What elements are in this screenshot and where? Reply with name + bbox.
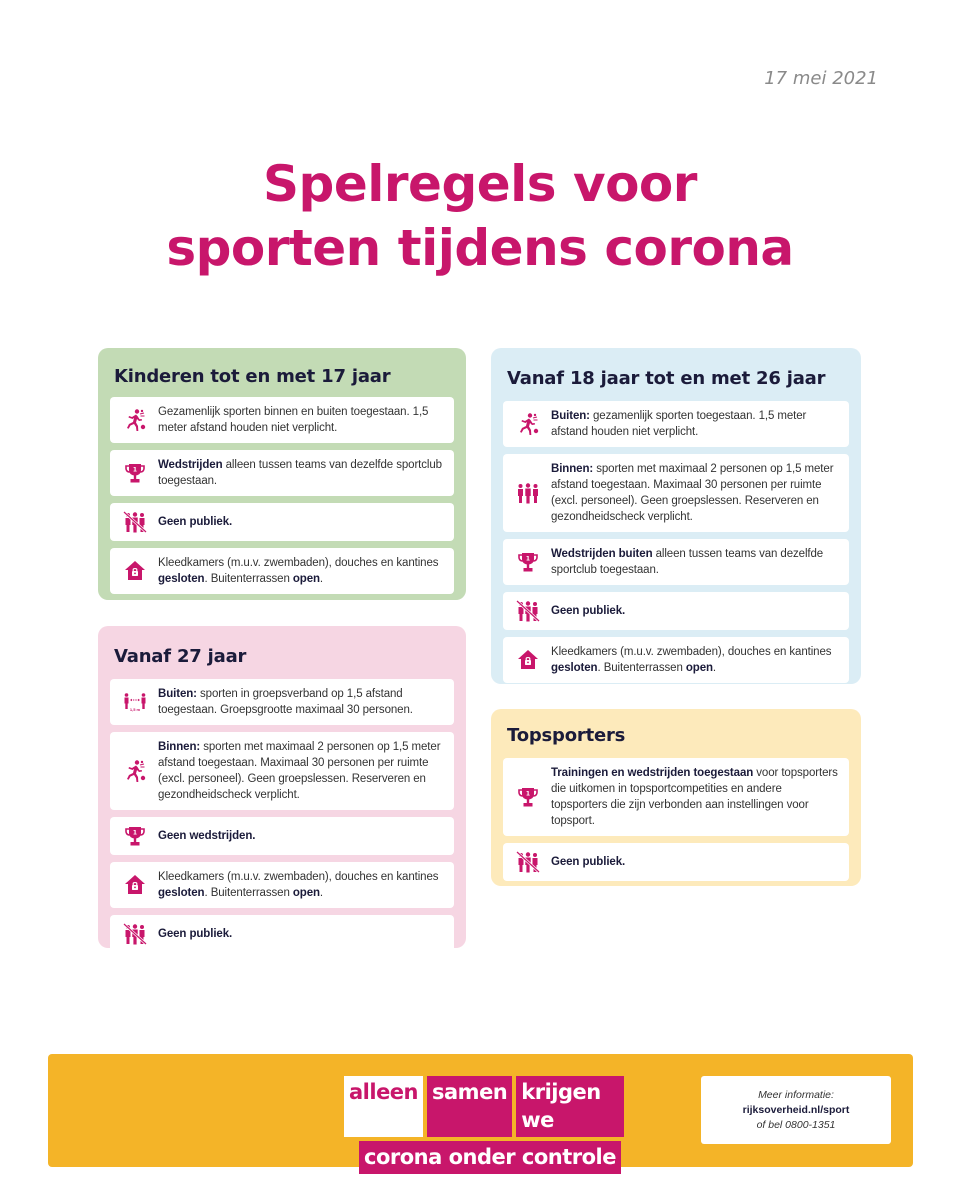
slogan-word: samen — [427, 1076, 512, 1137]
rule-row — [503, 539, 849, 585]
distance-label: 1,5 m — [129, 707, 141, 712]
rule-text: Geen publiek. — [551, 856, 626, 868]
rule-text: Kleedkamers (m.u.v. zwembaden), douches en kantines gesloten. Buitenterrassen open. — [551, 646, 832, 674]
info-phone: of bel 0800-1351 — [756, 1119, 836, 1131]
no-audience-icon — [511, 850, 545, 874]
rule-row — [110, 915, 454, 953]
slogan-line-1 — [344, 1076, 624, 1137]
footer-banner — [48, 1054, 913, 1167]
group-icon — [511, 481, 545, 505]
rule-row — [503, 843, 849, 881]
runner-ball-icon — [118, 759, 152, 783]
rule-row — [110, 503, 454, 541]
distance-icon — [118, 690, 152, 714]
runner-ball-icon — [511, 412, 545, 436]
trophy-icon — [118, 824, 152, 848]
card-volwassenen-heading: Vanaf 27 jaar — [114, 646, 247, 667]
rule-text: Wedstrijden alleen tussen teams van dezelfde sportclub toegestaan. — [158, 459, 442, 487]
no-audience-icon — [511, 599, 545, 623]
rule-text: Geen publiek. — [158, 516, 233, 528]
card-kinderen-heading: Kinderen tot en met 17 jaar — [114, 366, 391, 387]
locked-house-icon — [118, 873, 152, 897]
no-audience-icon — [118, 922, 152, 946]
rule-row — [503, 401, 849, 447]
rule-text: Binnen: sporten met maximaal 2 personen op 1,5 meter afstand toegestaan. Maximaal 30 personen per ruimte (excl. personeel). Geen groepslessen. Reserveren en gezondheidscheck verplicht. — [551, 463, 834, 523]
page-title-line-1: Spelregels voor — [263, 155, 697, 213]
rule-row — [110, 862, 454, 908]
rule-row — [110, 817, 454, 855]
rule-row — [110, 397, 454, 443]
trophy-icon — [511, 785, 545, 809]
card-kinderen — [98, 348, 466, 600]
rule-row — [110, 548, 454, 594]
locked-house-icon — [511, 648, 545, 672]
rule-text: Geen publiek. — [158, 928, 233, 940]
rule-row — [110, 732, 454, 810]
card-topsporters — [491, 709, 861, 886]
runner-ball-icon — [118, 408, 152, 432]
info-link[interactable]: rijksoverheid.nl/sport — [742, 1104, 850, 1116]
card-jongeren — [491, 348, 861, 684]
info-box — [701, 1076, 891, 1144]
rule-text: Kleedkamers (m.u.v. zwembaden), douches en kantines gesloten. Buitenterrassen open. — [158, 871, 439, 899]
slogan-word: alleen — [344, 1076, 423, 1137]
rule-row — [503, 454, 849, 532]
trophy-icon — [118, 461, 152, 485]
locked-house-icon — [118, 559, 152, 583]
card-jongeren-heading: Vanaf 18 jaar tot en met 26 jaar — [507, 368, 826, 389]
rule-text: Buiten: sporten in groepsverband op 1,5 afstand toegestaan. Groepsgrootte maximaal 30 personen. — [158, 688, 413, 716]
rule-text: Geen publiek. — [551, 605, 626, 617]
publication-date: 17 mei 2021 — [764, 68, 878, 89]
rule-row — [110, 450, 454, 496]
card-topsporters-heading: Topsporters — [507, 725, 626, 746]
trophy-icon — [511, 550, 545, 574]
rule-row — [503, 637, 849, 683]
rule-text: Gezamenlijk sporten binnen en buiten toegestaan. 1,5 meter afstand houden niet verplicht. — [158, 406, 429, 434]
rule-text: Buiten: gezamenlijk sporten toegestaan. 1,5 meter afstand houden niet verplicht. — [551, 410, 807, 438]
rule-text: Binnen: sporten met maximaal 2 personen op 1,5 meter afstand toegestaan. Maximaal 30 personen per ruimte (excl. personeel). Geen groepslessen. Reserveren en gezondheidscheck verplicht. — [158, 741, 441, 801]
rule-text: Geen wedstrijden. — [158, 830, 256, 842]
rule-row — [503, 758, 849, 836]
no-audience-icon — [118, 510, 152, 534]
campaign-slogan — [344, 1076, 624, 1178]
slogan-line-2 — [356, 1141, 624, 1174]
rule-row — [110, 679, 454, 725]
slogan-word: corona onder controle — [359, 1141, 621, 1174]
card-volwassenen — [98, 626, 466, 948]
rule-text: Trainingen en wedstrijden toegestaan voor topsporters die uitkomen in topsportcompetities en andere topsporters die zijn verbonden aan instellingen voor topsport. — [551, 767, 838, 827]
page-title — [0, 152, 960, 280]
rule-row — [503, 592, 849, 630]
rule-text: Kleedkamers (m.u.v. zwembaden), douches en kantines gesloten. Buitenterrassen open. — [158, 557, 439, 585]
slogan-word: krijgen we — [516, 1076, 624, 1137]
info-label: Meer informatie: — [758, 1089, 834, 1101]
rule-text: Wedstrijden buiten alleen tussen teams van dezelfde sportclub toegestaan. — [551, 548, 824, 576]
page-title-line-2: sporten tijdens corona — [166, 219, 794, 277]
